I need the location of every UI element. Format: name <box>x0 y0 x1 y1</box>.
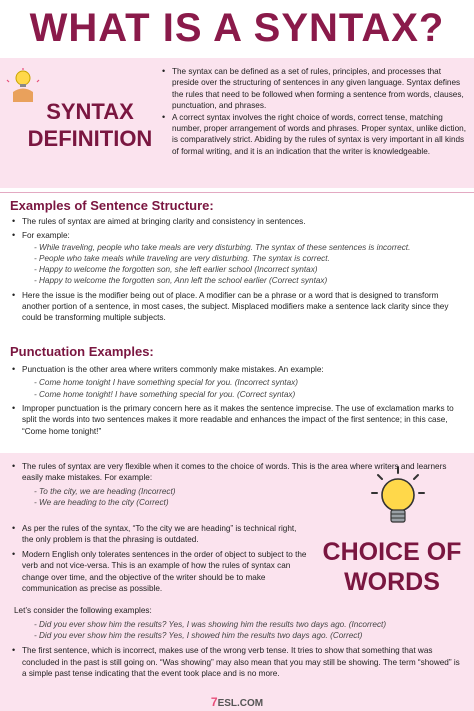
punctuation-heading: Punctuation Examples: <box>10 344 154 359</box>
page-title: WHAT IS A SYNTAX? <box>29 6 445 50</box>
example-line: - Come home tonight! I have something special for you. (Correct syntax) <box>34 389 296 399</box>
sentence-structure-heading: Examples of Sentence Structure: <box>10 198 214 213</box>
example-line: - People who take meals while traveling are very disturbing. The syntax is correct. <box>34 254 330 264</box>
list-item: • The rules of syntax are aimed at bringing clarity and consistency in sentences. <box>10 216 466 227</box>
list-item: • Modern English only tolerates sentences in the order of object to subject to the verb and not vice-versa. This is an example of how the rules of syntax can change over time, and the objective of the writer should be to make communication as precise as possible. <box>10 549 310 595</box>
definition-list <box>160 66 466 157</box>
example-line: - Did you ever show him the results? Yes, I showed him the results two days ago. (Correct) <box>34 631 363 641</box>
sentence-structure-list <box>10 216 466 324</box>
example-line: - Happy to welcome the forgotten son, she left earlier school (Incorrect syntax) <box>34 265 318 275</box>
list-item: • Here the issue is the modifier being out of place. A modifier can be a phrase or a word that is designed to transform another portion of a sentence, in most cases, the subject. Misplaced modifiers make a sentence lack clarity since they could be transforming multiple subjects. <box>10 290 466 324</box>
list-item: • The rules of syntax are very flexible when it comes to the choice of words. This is the area where writers and learners easily make mistakes. For example: <box>10 461 466 484</box>
choice-heading-line1: CHOICE OF <box>322 538 462 566</box>
definition-bullet: • A correct syntax involves the right choice of words, correct tense, matching number, proper arrangement of words and phrases. Proper syntax, unlike diction, is comparatively strict. Abiding by the rules of syntax is very important in all kinds of formal writing, and it is an indication that the writer is knowledgeable. <box>160 112 466 158</box>
head-lightbulb-icon <box>6 68 40 102</box>
brand-logo-mark: 7 <box>210 695 218 709</box>
choice-heading-line2: WORDS <box>344 568 440 596</box>
example-line: - We are heading to the city (Correct) <box>34 498 169 508</box>
definition-heading <box>20 98 160 152</box>
list-item: • Punctuation is the other area where writers commonly make mistakes. An example: <box>10 364 466 375</box>
examples-section <box>0 188 474 450</box>
choice-list-bottom <box>10 619 466 680</box>
definition-heading-line1: SYNTAX <box>46 99 134 124</box>
list-item: • Improper punctuation is the primary concern here as it makes the sentence imprecise. The use of exclamation marks to split the words into two sentences makes it more readable and enhances the impact of the first sentence; in this case, “Come home tonight!” <box>10 403 466 437</box>
brand-name: ESL.COM <box>217 698 264 709</box>
example-line: - To the city, we are heading (Incorrect) <box>34 486 176 496</box>
example-line: - While traveling, people who take meals are very disturbing. The syntax of these sentences is incorrect. <box>34 242 411 252</box>
choice-list-middle <box>10 523 310 594</box>
example-line: - Happy to welcome the forgotten son, Ann left the school earlier (Correct syntax) <box>34 276 328 286</box>
divider <box>0 192 474 193</box>
definition-bullet: • The syntax can be defined as a set of rules, principles, and processes that preside over the structuring of sentences in any given language. Syntax defines the rules that need to be followed when forming a sentence from words, clauses, punctuation, and phrases. <box>160 66 466 112</box>
list-item: • The first sentence, which is incorrect, makes use of the wrong verb tense. It tries to show that something that was concluded in the past is still going on. “Was showing” may also mean that you may still be showing. The term “showed” is a simple past tense indicating that the event took place and is no more. <box>10 645 466 679</box>
definition-heading-line2: DEFINITION <box>27 126 153 151</box>
list-item: • For example: <box>10 230 466 241</box>
choice-heading <box>318 537 466 597</box>
list-item: • As per the rules of the syntax, “To the city we are heading” is technical right, the only problem is that the phrasing is outdated. <box>10 523 310 546</box>
example-line: - Did you ever show him the results? Yes, I was showing him the results two days ago. (Incorrect) <box>34 620 387 629</box>
choice-list-top <box>10 461 466 508</box>
choice-section <box>0 453 474 711</box>
punctuation-list <box>10 364 466 437</box>
brand-footer <box>0 694 474 711</box>
definition-section <box>0 58 474 188</box>
examples-lead: Let’s consider the following examples: <box>14 606 152 615</box>
example-line: - Come home tonight I have something special for you. (Incorrect syntax) <box>34 378 298 388</box>
